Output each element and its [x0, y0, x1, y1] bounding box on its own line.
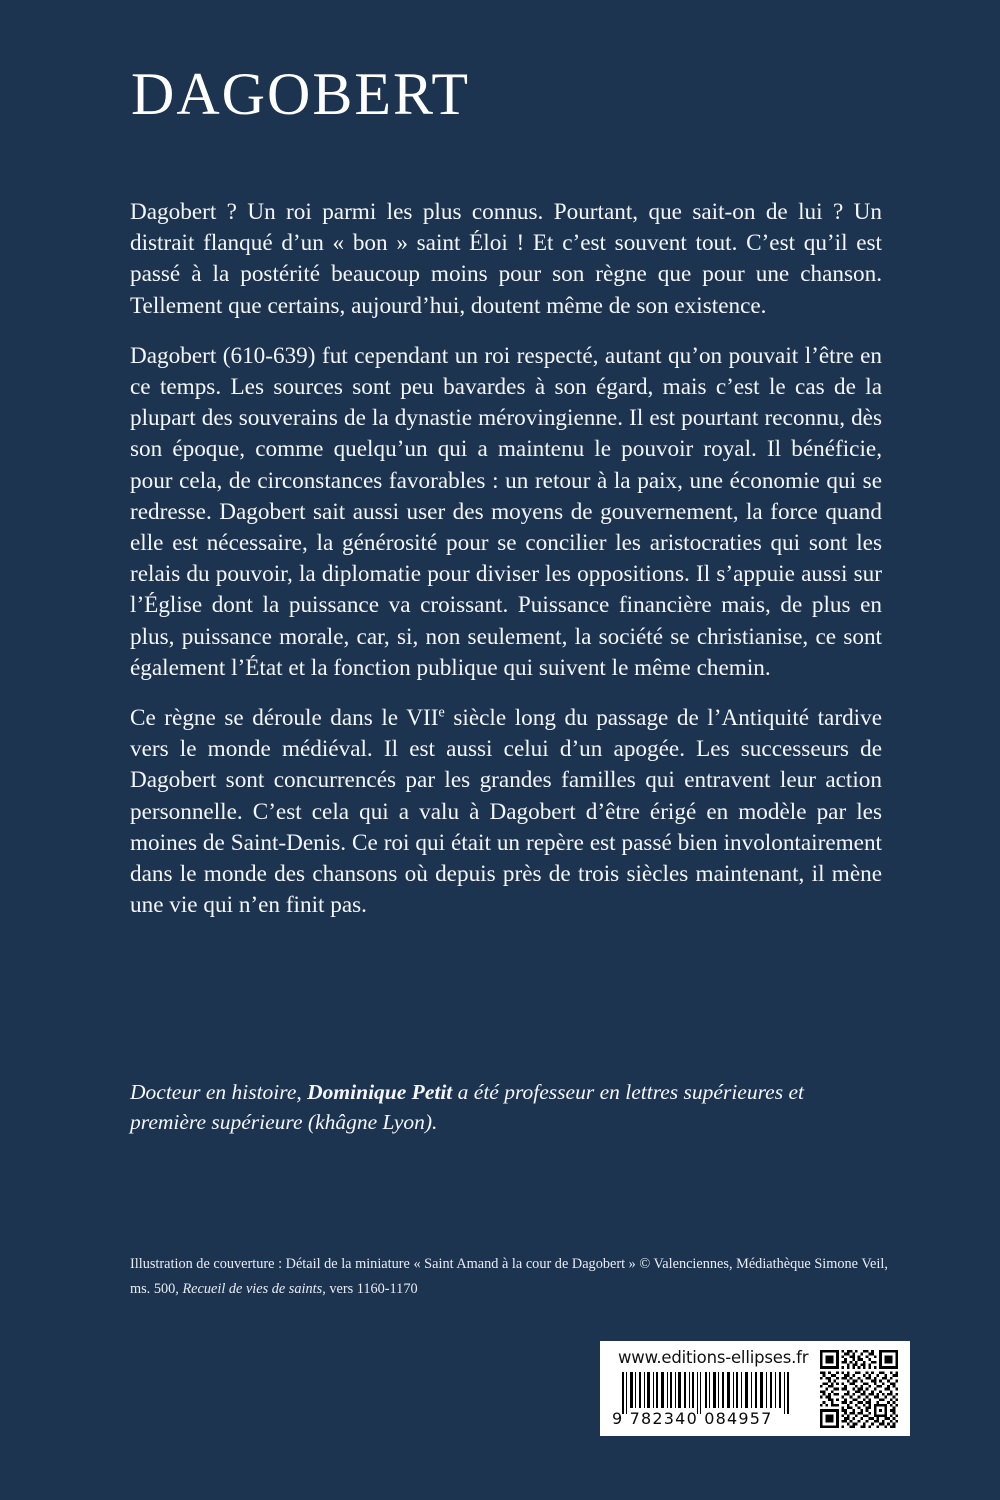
author-bio-rest: a été professeur en lettres supérieures et première supérieure (khâgne Lyon).	[130, 1080, 804, 1134]
author-bio-lead: Docteur en histoire,	[130, 1080, 308, 1104]
author-name: Dominique Petit	[307, 1080, 453, 1104]
author-bio	[130, 1077, 882, 1137]
barcode-left-group	[600, 1341, 809, 1436]
qr-code-icon[interactable]	[820, 1350, 898, 1428]
blurb-paragraph-3-lead: Ce règne se déroule dans le VII	[130, 705, 439, 732]
blurb-paragraph-3	[130, 703, 882, 921]
illustration-credit-part2: , vers 1160-1170	[322, 1280, 418, 1297]
publisher-website-url[interactable]: www.editions-ellipses.fr	[618, 1348, 809, 1367]
blurb-paragraph-1: Dagobert ? Un roi parmi les plus connus. Pourtant, que sait-on de lui ? Un distrait flanqué d’un « bon » saint Éloi ! Et c’est souvent tout. C’est qu’il est passé à la postérité beaucoup moins pour son règne que pour une chanson. Tellement que certains, aujourd’hui, doutent même de son existence.	[130, 199, 882, 319]
ordinal-suffix: e	[438, 704, 445, 721]
blurb-paragraph-3-rest: siècle long du passage de l’Antiquité tardive vers le monde médiéval. Il est aussi celui d’un apogée. Les successeurs de Dagobert sont concurrencés par les grandes familles qui entravent leur action personnelle. C’est cela qui a valu à Dagobert d’être érigé en modèle par les moines de Saint-Denis. Ce roi qui était un repère est passé bien involontairement dans le monde des chansons où depuis près de trois siècles maintenant, il mène une vie qui n’en finit pas.	[130, 705, 882, 919]
illustration-credit-work-title: Recueil de vies de saints	[182, 1280, 323, 1297]
blurb-text-block	[130, 197, 882, 921]
ean13-number: 9 782340 084957	[612, 1409, 773, 1428]
blurb-paragraph-2: Dagobert (610-639) fut cependant un roi respecté, autant qu’on pouvait l’être en ce temps. Les sources sont peu bavardes à son égard, mais c’est le cas de la plupart des souverains de la dynastie mérovingienne. Il est pourtant reconnu, dès son époque, comme quelqu’un qui a maintenu le pouvoir royal. Il bénéficie, pour cela, de circonstances favorables : un retour à la paix, une économie qui se redresse. Dagobert sait aussi user des moyens de gouvernement, la force quand elle est nécessaire, la générosité pour se concilier les aristocraties qui sont les relais du pouvoir, la diplomatie pour diviser les oppositions. Il s’appuie aussi sur l’Église dont la puissance va croissant. Puissance financière mais, de plus en plus, puissance morale, car, si, non seulement, la société se christianise, ce sont également l’État et la fonction publique qui suivent le même chemin.	[130, 342, 882, 681]
ean13-barcode-icon	[620, 1372, 798, 1414]
barcode-panel	[600, 1341, 910, 1436]
illustration-credit	[130, 1252, 890, 1301]
illustration-credit-part1: Illustration de couverture : Détail de la miniature « Saint Amand à la cour de Dagobert » © Valenciennes, Médiathèque Simone Veil, ms. 500,	[130, 1256, 888, 1297]
book-title: DAGOBERT	[131, 61, 471, 127]
